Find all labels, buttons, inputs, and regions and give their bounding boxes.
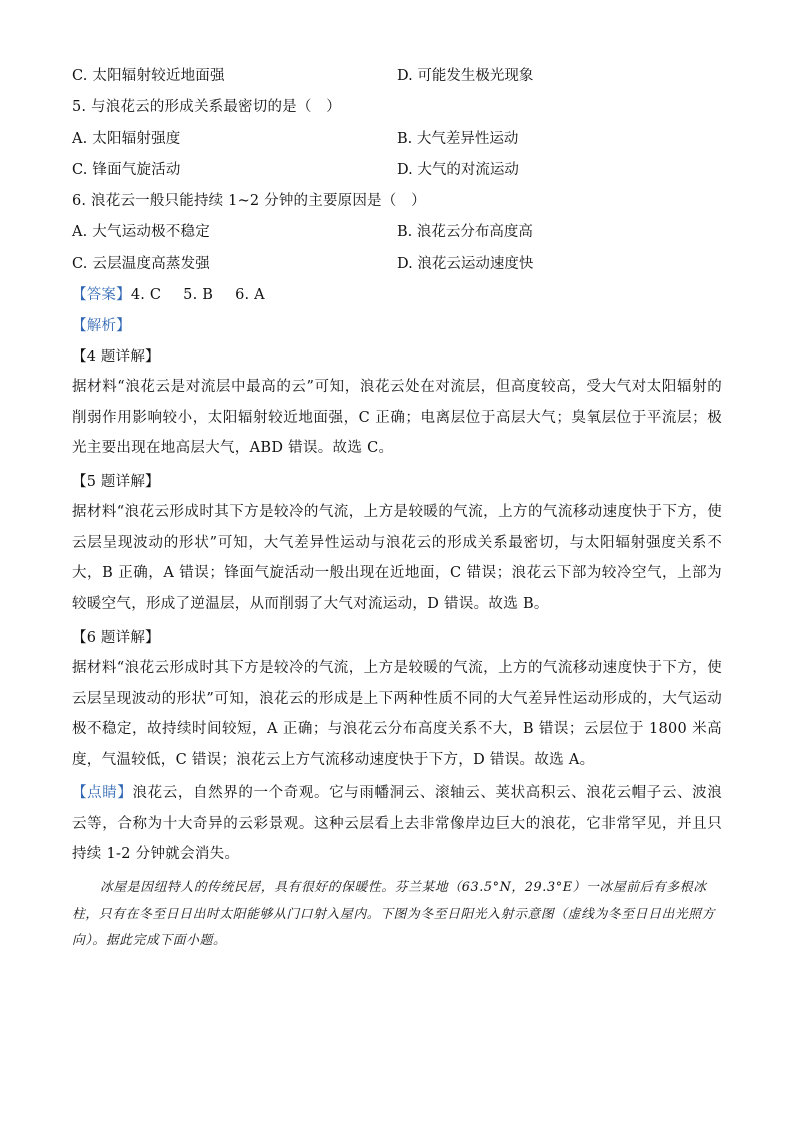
detail-6-text: 据材料“浪花云形成时其下方是较冷的气流，上方是较暖的气流，上方的气流移动速度快于下方，使云层呈现波动的形状”可知，浪花云的形成是上下两种性质不同的大气差异性运动形成的，大气运动极不稳定，故持续时间较短，A 正确；与浪花云分布高度关系不大，B 错误；云层位于 1800 米高度，气温较低，C 错误；浪花云上方气流移动速度快于下方，D 错误。故选 A。 bbox=[72, 660, 722, 768]
dianjing-text: 浪花云，自然界的一个奇观。它与雨幡洞云、滚轴云、荚状高积云、浪花云帽子云、波浪云等，合称为十大奇异的云彩景观。这种云层看上去非常像岸边巨大的浪花，它非常罕见，并且只持续 1-2 分钟就会消失。 bbox=[72, 785, 722, 862]
answer-4: 4. C bbox=[130, 287, 162, 303]
detail-4-label: 【4 题详解】 bbox=[72, 349, 160, 365]
detail-6-label: 【6 题详解】 bbox=[72, 630, 160, 646]
q5-stem: 5. 与浪花云的形成关系最密切的是（ ） bbox=[72, 99, 341, 115]
q5-option-d: D. 大气的对流运动 bbox=[397, 162, 519, 178]
detail-5-label: 【5 题详解】 bbox=[72, 474, 160, 490]
answer-5: 5. B bbox=[183, 287, 214, 303]
q5-option-a: A. 太阳辐射强度 bbox=[72, 131, 181, 147]
q6-option-d: D. 浪花云运动速度快 bbox=[397, 256, 534, 272]
dianjing-paragraph bbox=[72, 778, 722, 870]
q6-option-b: B. 浪花云分布高度高 bbox=[397, 224, 533, 240]
q5-option-c: C. 锋面气旋活动 bbox=[72, 162, 181, 178]
q6-option-a: A. 大气运动极不稳定 bbox=[72, 224, 210, 240]
answer-label: 【答案】 bbox=[72, 287, 131, 303]
q5-option-b: B. 大气差异性运动 bbox=[397, 131, 519, 147]
detail-5-text: 据材料“浪花云形成时其下方是较冷的气流，上方是较暖的气流，上方的气流移动速度快于下方，使云层呈现波动的形状”可知，大气差异性运动与浪花云的形成关系最密切，与太阳辐射强度关系不大，B 正确，A 错误；锋面气旋活动一般出现在近地面，C 错误；浪花云下部为较冷空气，上部为较暖空气，形成了逆温层，从而削弱了大气对流运动，D 错误。故选 B。 bbox=[72, 504, 722, 612]
answer-line bbox=[72, 285, 265, 305]
q4-option-d: D. 可能发生极光现象 bbox=[397, 68, 534, 84]
detail-4-text: 据材料“浪花云是对流层中最高的云”可知，浪花云处在对流层，但高度较高，受大气对太阳辐射的削弱作用影响较小，太阳辐射较近地面强，C 正确；电离层位于高层大气；臭氧层位于平流层；极光主要出现在地高层大气，ABD 错误。故选 C。 bbox=[72, 379, 722, 456]
q6-stem: 6. 浪花云一般只能持续 1~2 分钟的主要原因是（ ） bbox=[72, 193, 426, 209]
answer-6: 6. A bbox=[235, 287, 265, 303]
dianjing-label: 【点睛】 bbox=[72, 785, 133, 801]
q6-option-c: C. 云层温度高蒸发强 bbox=[72, 256, 210, 272]
analysis-label: 【解析】 bbox=[72, 318, 131, 334]
material-paragraph: 冰屋是因纽特人的传统民居，具有很好的保暖性。芬兰某地（63.5°N，29.3°E）一冰屋前后有多根冰柱，只有在冬至日日出时太阳能够从门口射入屋内。下图为冬至日阳光入射示意图（虚线为冬至日日出光照方向）。据此完成下面小题。 bbox=[72, 880, 716, 948]
q4-option-c: C. 太阳辐射较近地面强 bbox=[72, 68, 225, 84]
